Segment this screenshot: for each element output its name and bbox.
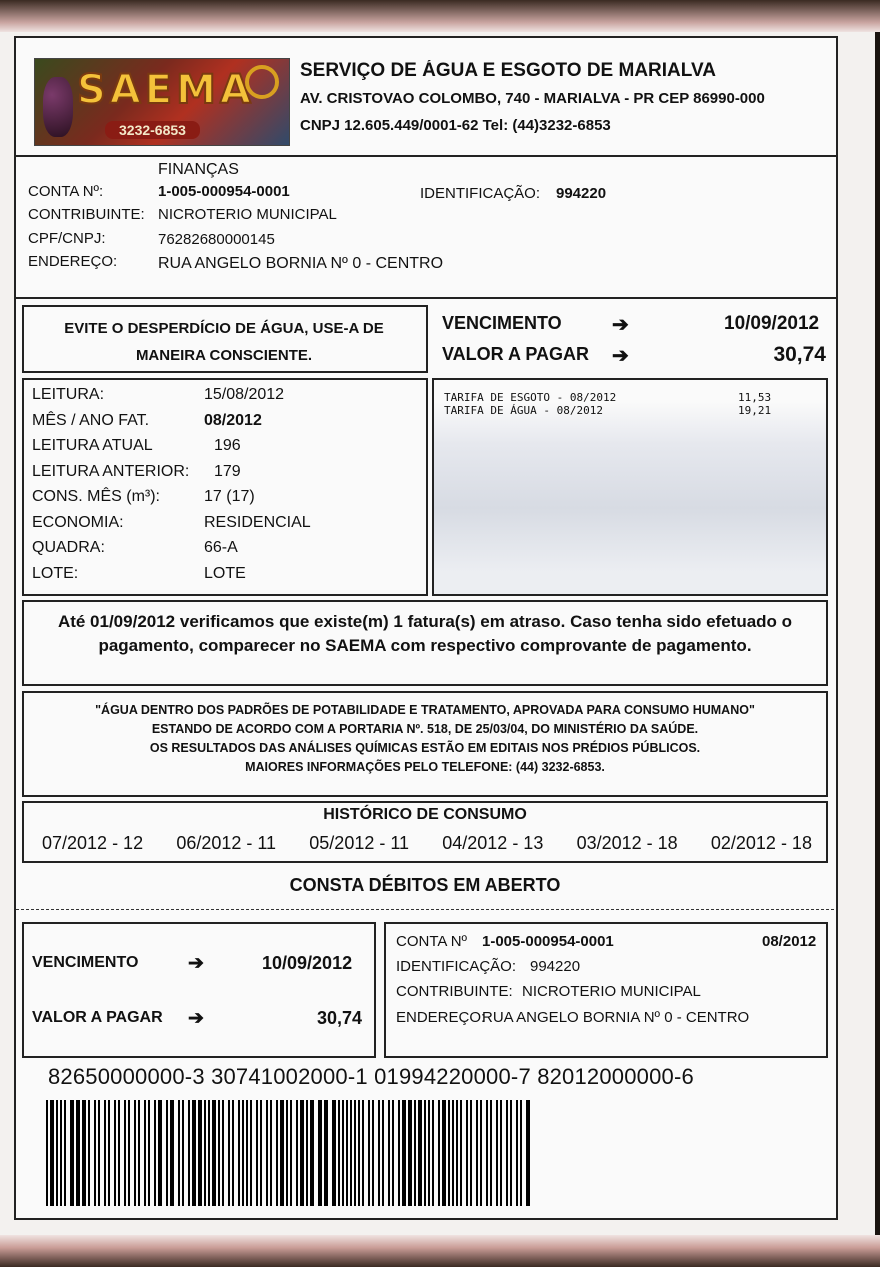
reading-label: MÊS / ANO FAT. — [32, 411, 150, 429]
reading-label: LEITURA: — [32, 386, 105, 403]
history-box — [22, 801, 828, 863]
stub-contrib-label: CONTRIBUINTE: — [396, 983, 513, 1000]
tariff-value: 19,21 — [738, 404, 772, 417]
quality-line: MAIORES INFORMAÇÕES PELO TELEFONE: (44) 3232-6853. — [245, 760, 605, 774]
logo-phone: 3232-6853 — [105, 121, 200, 139]
stub-due-date-value: 10/09/2012 — [262, 953, 353, 973]
stub-contrib-value: NICROTERIO MUNICIPAL — [522, 983, 701, 1000]
logo-wordmark: SAEMA — [77, 67, 255, 113]
reading-list — [32, 386, 422, 590]
amount-label: VALOR A PAGAR — [442, 344, 589, 364]
history-item: 05/2012 - 11 — [309, 833, 410, 853]
ident-label: IDENTIFICAÇÃO: — [420, 185, 541, 202]
reading-value: 66-A — [204, 539, 238, 556]
reading-row — [32, 386, 422, 412]
reading-value: 08/2012 — [204, 411, 262, 429]
arrow-right-icon: ➔ — [612, 314, 629, 336]
reading-row — [32, 437, 422, 463]
conservation-notice-box — [22, 305, 428, 373]
barcode-bar — [530, 1100, 532, 1206]
dept-label: FINANÇAS — [158, 161, 239, 178]
reading-label: LEITURA ANTERIOR: — [32, 462, 190, 480]
arrow-right-icon: ➔ — [612, 345, 629, 367]
saema-logo — [34, 58, 290, 146]
reading-row — [32, 565, 422, 591]
reading-label: QUADRA: — [32, 539, 105, 556]
reading-row — [32, 514, 422, 540]
stub-due-box — [22, 922, 376, 1058]
due-date-label: VENCIMENTO — [442, 313, 562, 333]
org-address: AV. CRISTOVAO COLOMBO, 740 - MARIALVA - PR CEP 86990-000 — [300, 90, 765, 107]
ident-value: 994220 — [556, 185, 607, 202]
conservation-notice: EVITE O DESPERDÍCIO DE ÁGUA, USE-A DE MANEIRA CONSCIENTE. — [64, 320, 384, 364]
history-title: HISTÓRICO DE CONSUMO — [323, 806, 527, 823]
stub-due-date-label: VENCIMENTO — [32, 954, 139, 971]
reading-label: CONS. MÊS (m³): — [32, 488, 160, 505]
reading-row — [32, 539, 422, 565]
contrib-label: CONTRIBUINTE: — [28, 206, 145, 223]
reading-label: ECONOMIA: — [32, 513, 124, 531]
reading-value: 179 — [214, 462, 241, 480]
barcode — [46, 1100, 572, 1206]
history-item: 02/2012 - 18 — [710, 833, 812, 853]
header-divider — [14, 155, 836, 157]
stub-end-label: ENDEREÇO: — [396, 1009, 486, 1026]
quality-box — [22, 691, 828, 797]
end-label: ENDEREÇO: — [28, 253, 118, 270]
conta-value: 1-005-000954-0001 — [158, 183, 290, 200]
org-name: SERVIÇO DE ÁGUA E ESGOTO DE MARIALVA — [300, 60, 716, 81]
quality-line: OS RESULTADOS DAS ANÁLISES QUÍMICAS ESTÃO EM EDITAIS NOS PRÉDIOS PÚBLICOS. — [149, 741, 701, 755]
cpf-value: 76282680000145 — [158, 231, 275, 248]
overdue-notice: Até 01/09/2012 verificamos que existe(m) 1 fatura(s) em atraso. Caso tenha sido efetuado o pagamento, comparecer no SAEMA com respectivo comprovante de pagamento. — [57, 612, 793, 655]
tariff-label: TARIFA DE ESGOTO - 08/2012 — [444, 391, 617, 404]
barcode-digits: 82650000000-3 30741002000-1 01994220000-7 82012000000-6 — [48, 1064, 694, 1089]
stub-conta-value: 1-005-000954-0001 — [482, 933, 614, 950]
reading-row — [32, 412, 422, 438]
cpf-label: CPF/CNPJ: — [28, 230, 106, 247]
reading-value: RESIDENCIAL — [204, 513, 311, 531]
reading-value: 196 — [214, 437, 241, 454]
conta-label: CONTA Nº: — [28, 183, 104, 200]
grapes-icon — [43, 77, 73, 137]
history-item: 07/2012 - 12 — [42, 833, 144, 853]
history-list — [42, 833, 812, 854]
contrib-value: NICROTERIO MUNICIPAL — [158, 206, 337, 223]
open-debits-title: CONSTA DÉBITOS EM ABERTO — [289, 875, 561, 895]
stub-amount-value: 30,74 — [316, 1008, 362, 1028]
quality-line: ESTANDO DE ACORDO COM A PORTARIA Nº. 518, DE 25/03/04, DO MINISTÉRIO DA SAÚDE. — [151, 722, 699, 736]
reading-row — [32, 463, 422, 489]
org-cnpj: CNPJ 12.605.449/0001-62 Tel: (44)3232-6853 — [300, 117, 611, 134]
stub-end-value: RUA ANGELO BORNIA Nº 0 - CENTRO — [482, 1009, 750, 1026]
stub-ident-label: IDENTIFICAÇÃO: — [396, 958, 517, 975]
end-value: RUA ANGELO BORNIA Nº 0 - CENTRO — [158, 255, 444, 272]
reading-value: 17 (17) — [204, 488, 255, 505]
arrow-right-icon: ➔ — [188, 953, 204, 974]
reading-row — [32, 488, 422, 514]
amount-value: 30,74 — [773, 343, 826, 366]
overdue-notice-box — [22, 600, 828, 686]
scan-top-edge — [0, 0, 880, 32]
stub-ident-value: 994220 — [530, 958, 581, 975]
reading-label: LEITURA ATUAL — [32, 437, 153, 454]
quality-text — [24, 701, 826, 777]
quality-line: "ÁGUA DENTRO DOS PADRÕES DE POTABILIDADE E TRATAMENTO, APROVADA PARA CONSUMO HUMANO" — [95, 703, 755, 717]
scan-bottom-edge — [0, 1235, 880, 1267]
stub-amount-label: VALOR A PAGAR — [32, 1009, 163, 1026]
history-item: 04/2012 - 13 — [442, 833, 544, 853]
due-date-value: 10/09/2012 — [724, 313, 820, 334]
valve-wheel-icon — [245, 65, 279, 99]
reading-label: LOTE: — [32, 564, 79, 582]
tariff-value: 11,53 — [738, 391, 772, 404]
history-item: 03/2012 - 18 — [576, 833, 678, 853]
account-divider — [14, 297, 836, 299]
arrow-right-icon: ➔ — [188, 1008, 204, 1029]
stub-conta-label: CONTA Nº — [396, 933, 468, 950]
tariff-label: TARIFA DE ÁGUA - 08/2012 — [444, 404, 603, 417]
reading-value: LOTE — [204, 564, 246, 582]
stub-month: 08/2012 — [762, 933, 817, 950]
history-item: 06/2012 - 11 — [176, 833, 277, 853]
tear-line — [16, 909, 834, 910]
reading-value: 15/08/2012 — [204, 386, 285, 403]
